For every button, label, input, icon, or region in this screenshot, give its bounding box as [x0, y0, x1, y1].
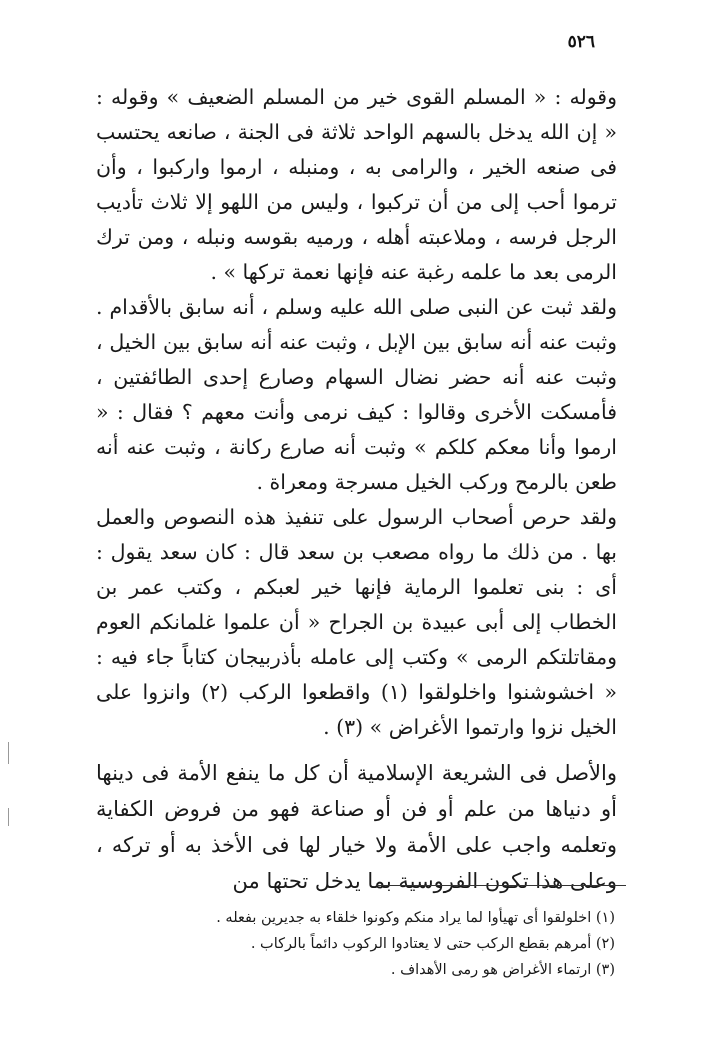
- margin-mark: [8, 808, 9, 826]
- footnote-separator: [376, 885, 626, 886]
- footnote-3: (٣) ارتماء الأغراض هو رمى الأهداف .: [390, 962, 615, 978]
- paragraph-4: والأصل فى الشريعة الإسلامية أن كل ما ينفع الأمة فى دينها أو دنياها من علم أو فن أو صناعة فهو من فروض الكفاية وتعلمه واجب على الأمة ولا خيار لها فى الأخذ به أو تركه ، وعلى هذا تكون الفروسية بما يدخل تحتها من: [96, 761, 617, 893]
- footnote-2: (٢) أمرهم بقطع الركب حتى لا يعتادوا الركوب دائماً بالركاب .: [250, 936, 615, 952]
- paragraph-2: ولقد ثبت عن النبى صلى الله عليه وسلم ، أنه سابق بالأقدام . وثبت عنه أنه سابق بين الإبل ، وثبت عنه أنه سابق بين الخيل ، وثبت عنه أنه حضر نضال السهام وصارع إحدى الطائفتين ، فأمسكت الأخرى وقالوا : كيف نرمى وأنت معهم ؟ فقال : « ارموا وأنا معكم كلكم » وثبت أنه صارع ركانة ، وثبت عنه أنه طعن بالرمح وركب الخيل مسرجة ومعراة .: [96, 295, 617, 494]
- paragraph-1: وقوله : « المسلم القوى خير من المسلم الضعيف » وقوله : « إن الله يدخل بالسهم الواحد ثلاثة فى الجنة ، صانعه يحتسب فى صنعه الخير ، والرامى به ، ومنبله ، ارموا واركبوا ، وأن ترموا أحب إلى من أن تركبوا ، وليس من اللهو إلا ثلاث تأديب الرجل فرسه ، وملاعبته أهله ، ورميه بقوسه ونبله ، ومن ترك الرمى بعد ما علمه رغبة عنه فإنها نعمة تركها » .: [96, 85, 617, 284]
- footnotes: [150, 905, 615, 983]
- margin-mark: [8, 742, 9, 764]
- paragraph-3: ولقد حرص أصحاب الرسول على تنفيذ هذه النصوص والعمل بها . من ذلك ما رواه مصعب بن سعد قال : كان سعد يقول : أى : بنى تعلموا الرماية فإنها خير لعبكم ، وكتب عمر بن الخطاب إلى أبى عبيدة بن الجراح « أن علموا غلمانكم العوم ومقاتلتكم الرمى » وكتب إلى عامله بأذربيجان كتاباً جاء فيه : « اخشوشنوا واخلولقوا (١) واقطعوا الركب (٢) وانزوا على الخيل نزوا وارتموا الأغراض » (٣) .: [96, 505, 618, 739]
- footnote-1: (١) اخلولقوا أى تهيأوا لما يراد منكم وكونوا خلقاء به جديرين بفعله .: [216, 910, 615, 926]
- page-number: ٥٢٦: [567, 32, 595, 52]
